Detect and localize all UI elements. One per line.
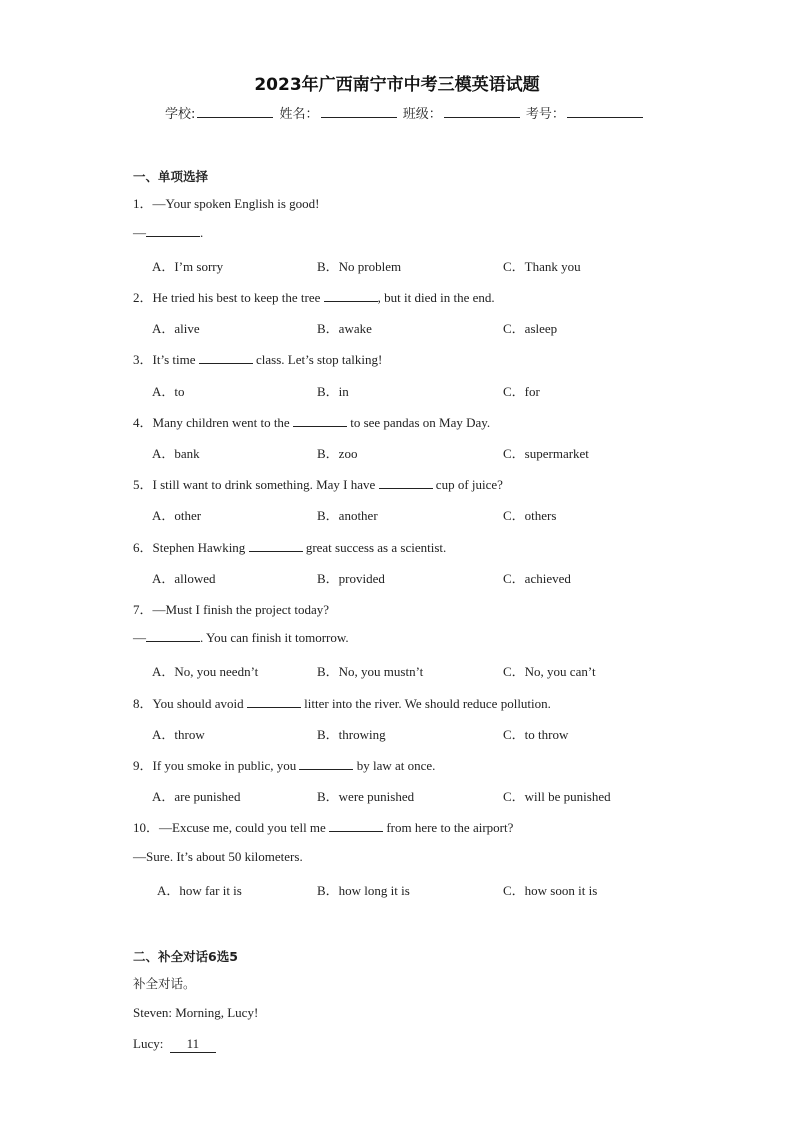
answer-blank <box>324 290 378 302</box>
question-7: 7．—Must I finish the project today? <box>133 602 330 617</box>
section2-instruction: 补全对话。 <box>133 976 196 991</box>
school-blank <box>197 105 273 118</box>
answer-blank <box>293 415 347 427</box>
q4-option-b[interactable]: B．zoo <box>317 446 358 461</box>
q9-option-a[interactable]: A．are punished <box>152 789 241 804</box>
question-5: 5．I still want to drink something. May I have cup of juice? <box>133 477 503 492</box>
q3-option-c[interactable]: C．for <box>503 384 540 399</box>
q8-option-b[interactable]: B．throwing <box>317 727 386 742</box>
answer-blank <box>299 758 353 770</box>
question-10-reply: —Sure. It’s about 50 kilometers. <box>133 849 303 864</box>
q1-option-b[interactable]: B．No problem <box>317 259 402 274</box>
answer-blank <box>199 352 253 364</box>
q6-option-c[interactable]: C．achieved <box>503 571 571 586</box>
question-4: 4．Many children went to the to see pandas on May Day. <box>133 415 491 430</box>
id-label: 考号： <box>525 107 565 122</box>
q6-option-a[interactable]: A．allowed <box>152 571 216 586</box>
name-label: 姓名： <box>279 107 319 122</box>
q3-option-a[interactable]: A．to <box>152 384 185 399</box>
question-3: 3．It’s time class. Let’s stop talking! <box>133 352 383 367</box>
question-1-reply: — . <box>133 225 204 240</box>
q6-option-b[interactable]: B．provided <box>317 571 385 586</box>
q4-option-c[interactable]: C．supermarket <box>503 446 589 461</box>
answer-blank <box>249 540 303 552</box>
answer-blank <box>146 630 200 642</box>
q5-option-c[interactable]: C．others <box>503 508 557 523</box>
q7-option-c[interactable]: C．No, you can’t <box>503 664 596 679</box>
answer-blank <box>329 820 383 832</box>
q8-option-a[interactable]: A．throw <box>152 727 205 742</box>
section2-heading: 二、补全对话6选5 <box>133 949 238 964</box>
q1-option-a[interactable]: A．I’m sorry <box>152 259 224 274</box>
q7-option-b[interactable]: B．No, you mustn’t <box>317 664 424 679</box>
q10-option-c[interactable]: C．how soon it is <box>503 883 598 898</box>
q1-option-c[interactable]: C．Thank you <box>503 259 581 274</box>
class-blank <box>444 105 520 118</box>
question-6: 6．Stephen Hawking great success as a scientist. <box>133 540 447 555</box>
question-2: 2．He tried his best to keep the tree , but it died in the end. <box>133 290 495 305</box>
question-7-reply: — . You can finish it tomorrow. <box>133 630 349 645</box>
q4-option-a[interactable]: A．bank <box>152 446 200 461</box>
class-label: 班级： <box>402 107 442 122</box>
dialogue-line-2: Lucy: 11 <box>133 1036 216 1053</box>
q8-option-c[interactable]: C．to throw <box>503 727 569 742</box>
question-9: 9．If you smoke in public, you by law at once. <box>133 758 436 773</box>
question-8: 8．You should avoid litter into the river. We should reduce pollution. <box>133 696 551 711</box>
q3-option-b[interactable]: B．in <box>317 384 349 399</box>
answer-blank <box>146 225 200 237</box>
school-label: 学校: <box>165 107 196 122</box>
q5-option-b[interactable]: B．another <box>317 508 378 523</box>
question-10: 10．—Excuse me, could you tell me from here to the airport? <box>133 820 514 835</box>
q10-option-a[interactable]: A．how far it is <box>157 883 242 898</box>
answer-blank <box>247 696 301 708</box>
question-1: 1．—Your spoken English is good! <box>133 196 320 211</box>
name-blank <box>321 105 397 118</box>
student-info-row <box>165 103 645 122</box>
q9-option-b[interactable]: B．were punished <box>317 789 415 804</box>
page-title: 2023年广西南宁市中考三模英语试题 <box>254 75 540 95</box>
answer-blank <box>379 477 433 489</box>
q2-option-c[interactable]: C．asleep <box>503 321 558 336</box>
q2-option-a[interactable]: A．alive <box>152 321 200 336</box>
id-blank <box>567 105 643 118</box>
section1-heading: 一、单项选择 <box>133 169 209 184</box>
dialogue-blank-11[interactable]: 11 <box>170 1036 216 1053</box>
q5-option-a[interactable]: A．other <box>152 508 202 523</box>
q2-option-b[interactable]: B．awake <box>317 321 372 336</box>
dialogue-line-1: Steven: Morning, Lucy! <box>133 1005 259 1020</box>
q9-option-c[interactable]: C．will be punished <box>503 789 611 804</box>
q7-option-a[interactable]: A．No, you needn’t <box>152 664 259 679</box>
q10-option-b[interactable]: B．how long it is <box>317 883 410 898</box>
